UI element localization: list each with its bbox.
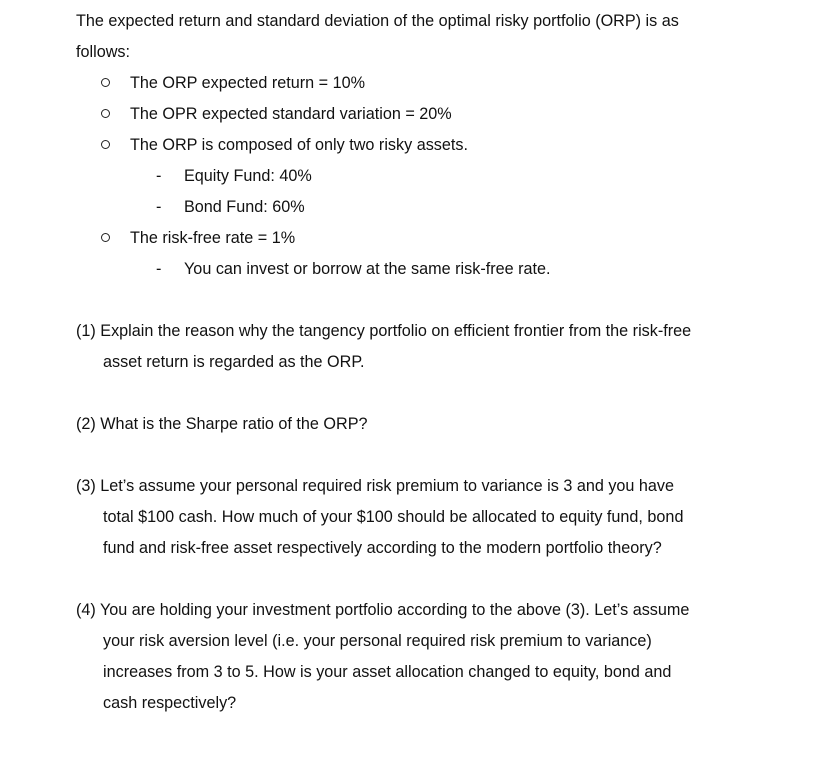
intro-line-1: The expected return and standard deviation of the optimal risky portfolio (ORP) is as — [76, 12, 679, 30]
question-3-line-3: fund and risk-free asset respectively according to the modern portfolio theory? — [103, 539, 662, 557]
sub-bullet-bond-fund: Bond Fund: 60% — [184, 198, 305, 216]
bullet-risk-free-rate: The risk-free rate = 1% — [130, 229, 296, 247]
intro-line-2: follows: — [76, 43, 130, 61]
bullet-orp-composition: The ORP is composed of only two risky assets. — [130, 136, 468, 154]
question-4-line-1: (4) You are holding your investment portfolio according to the above (3). Let’s assume — [76, 601, 690, 619]
dash-bullet-icon: - — [156, 198, 162, 216]
hollow-circle-bullet-icon — [101, 233, 110, 242]
dash-bullet-icon: - — [156, 260, 162, 278]
question-4-line-4: cash respectively? — [103, 694, 237, 712]
question-2-line-1: (2) What is the Sharpe ratio of the ORP? — [76, 415, 368, 433]
question-4-line-3: increases from 3 to 5. How is your asset allocation changed to equity, bond and — [103, 663, 672, 681]
dash-bullet-icon: - — [156, 167, 162, 185]
sub-bullet-equity-fund: Equity Fund: 40% — [184, 167, 312, 185]
bullet-orp-expected-return: The ORP expected return = 10% — [130, 74, 366, 92]
hollow-circle-bullet-icon — [101, 140, 110, 149]
question-1-line-1: (1) Explain the reason why the tangency portfolio on efficient frontier from the risk-free — [76, 322, 692, 340]
question-3-line-2: total $100 cash. How much of your $100 should be allocated to equity fund, bond — [103, 508, 684, 526]
question-1-line-2: asset return is regarded as the ORP. — [103, 353, 365, 371]
question-3-line-1: (3) Let’s assume your personal required risk premium to variance is 3 and you have — [76, 477, 675, 495]
question-4-line-2: your risk aversion level (i.e. your personal required risk premium to variance) — [103, 632, 652, 650]
sub-bullet-invest-or-borrow: You can invest or borrow at the same risk-free rate. — [184, 260, 551, 278]
bullet-orp-standard-variation: The OPR expected standard variation = 20% — [130, 105, 452, 123]
hollow-circle-bullet-icon — [101, 109, 110, 118]
hollow-circle-bullet-icon — [101, 78, 110, 87]
